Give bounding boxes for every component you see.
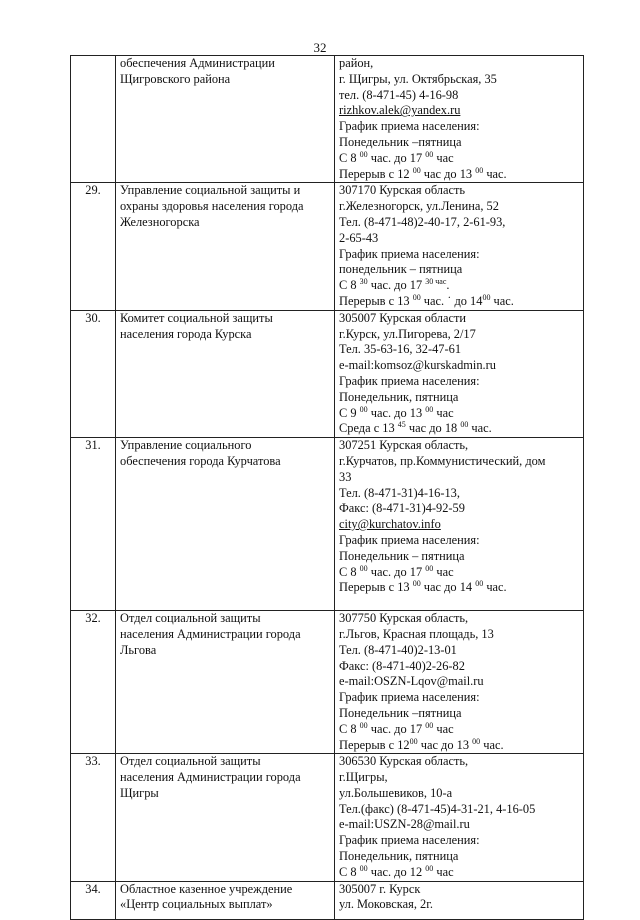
contact-line: 305007 Курская области xyxy=(339,310,467,325)
contact-cell xyxy=(335,438,584,611)
schedule-text: час. до 17 xyxy=(367,564,426,579)
contact-line: Понедельник, пятница xyxy=(339,389,459,404)
time-minutes: 00 xyxy=(359,404,368,414)
contact-line: ул.Большевиков, 10-а xyxy=(339,785,453,800)
contact-cell xyxy=(335,183,584,310)
organization-line: Комитет социальной защиты xyxy=(120,310,273,325)
schedule-line xyxy=(339,151,579,167)
organization-line: «Центр социальных выплат» xyxy=(120,897,273,912)
contact-line: Понедельник –пятница xyxy=(339,705,462,720)
time-minutes: 00 xyxy=(460,420,469,430)
contact-line: 33 xyxy=(339,469,352,484)
schedule-line xyxy=(339,421,579,437)
organization-line: Щигры xyxy=(120,785,159,800)
contact-line: г. Щигры, ул. Октябрьская, 35 xyxy=(339,71,497,86)
organization-line: Отдел социальной защиты xyxy=(120,754,261,769)
contact-line: 307170 Курская область xyxy=(339,183,466,198)
time-minutes: 00 xyxy=(359,563,368,573)
schedule-text: час. до 17 xyxy=(367,278,426,293)
contact-line: Факс: (8-471-40)2-26-82 xyxy=(339,658,465,673)
time-minutes: 00 xyxy=(425,149,434,159)
time-minutes: 00 xyxy=(412,579,421,589)
contact-line: e-mail:USZN-28@mail.ru xyxy=(339,817,470,832)
time-minutes: 30 xyxy=(359,277,368,287)
organization-line: Управление социальной защиты и xyxy=(120,183,301,198)
contact-cell xyxy=(335,611,584,754)
schedule-text: Перерыв с 12 xyxy=(339,166,413,181)
table-row xyxy=(71,881,584,919)
contact-line: График приема населения: xyxy=(339,373,480,388)
row-number: 33. xyxy=(71,754,116,881)
schedule-line xyxy=(339,167,579,183)
contact-line: Тел. (8-471-48)2-40-17, 2-61-93, xyxy=(339,214,506,229)
organization-cell xyxy=(116,56,335,183)
schedule-text: час xyxy=(433,564,454,579)
schedule-text: С 8 xyxy=(339,150,360,165)
contact-line: г.Щигры, xyxy=(339,770,388,785)
organization-cell xyxy=(116,310,335,437)
time-minutes: 00 xyxy=(425,404,434,414)
row-number: 30. xyxy=(71,310,116,437)
organization-cell xyxy=(116,438,335,611)
schedule-line xyxy=(339,406,579,422)
contact-cell xyxy=(335,881,584,919)
contact-line: тел. (8-471-45) 4-16-98 xyxy=(339,87,459,102)
schedule-text: С 8 xyxy=(339,278,360,293)
contact-line: 307251 Курская область, xyxy=(339,438,469,453)
email-link[interactable]: rizhkov.alek@yandex.ru xyxy=(339,103,461,118)
contact-line: г.Железногорск, ул.Ленина, 52 xyxy=(339,199,499,214)
contact-line: Тел. 35-63-16, 32-47-61 xyxy=(339,342,462,357)
organization-line: Щигровского района xyxy=(120,71,231,86)
table-row xyxy=(71,438,584,611)
contact-line: Факс: (8-471-31)4-92-59 xyxy=(339,501,465,516)
organization-line: охраны здоровья населения города xyxy=(120,199,304,214)
schedule-text: час. до 13 xyxy=(367,405,426,420)
schedule-line xyxy=(339,294,579,310)
schedule-text: час. xyxy=(480,737,504,752)
time-minutes: 00 xyxy=(475,165,484,175)
schedule-text: час до 18 xyxy=(405,421,461,436)
schedule-line xyxy=(339,580,579,596)
table-row xyxy=(71,56,584,183)
table-row xyxy=(71,310,584,437)
contact-line: График приема населения: xyxy=(339,532,480,547)
contact-line: г.Курчатов, пр.Коммунистический, дом xyxy=(339,453,546,468)
row-number: 34. xyxy=(71,881,116,919)
organization-cell xyxy=(116,611,335,754)
time-minutes: 00 xyxy=(482,292,491,302)
schedule-line xyxy=(339,565,579,581)
row-number: 29. xyxy=(71,183,116,310)
schedule-text: час до 13 xyxy=(420,166,476,181)
schedule-text: Перерыв с 13 xyxy=(339,293,413,308)
table-row xyxy=(71,611,584,754)
schedule-text: час. xyxy=(483,580,507,595)
contact-line: Понедельник, пятница xyxy=(339,849,459,864)
time-minutes: 00 xyxy=(425,863,434,873)
schedule-line xyxy=(339,722,579,738)
organization-line: обеспечения Администрации xyxy=(120,56,275,70)
contact-line: 2-65-43 xyxy=(339,230,379,245)
organization-line: населения города Курска xyxy=(120,326,252,341)
contact-line: e-mail:OSZN-Lqov@mail.ru xyxy=(339,674,484,689)
schedule-text: час. xyxy=(468,421,492,436)
schedule-text: С 8 xyxy=(339,721,360,736)
time-minutes: 00 xyxy=(412,292,421,302)
time-minutes: 00 xyxy=(475,579,484,589)
schedule-text: час xyxy=(433,150,454,165)
organization-line: Областное казенное учреждение xyxy=(120,881,293,896)
schedule-text: час. xyxy=(483,166,507,181)
schedule-text: Перерыв с 13 xyxy=(339,580,413,595)
contact-line: Понедельник – пятница xyxy=(339,548,465,563)
schedule-text: час. до 12 xyxy=(367,864,426,879)
time-minutes: 00 xyxy=(472,736,481,746)
contact-line: График приема населения: xyxy=(339,690,480,705)
row-number: 32. xyxy=(71,611,116,754)
contact-line: Понедельник –пятница xyxy=(339,134,462,149)
schedule-text: . xyxy=(446,278,450,293)
schedule-text: час xyxy=(433,864,454,879)
contact-cell xyxy=(335,754,584,881)
contact-line: Тел.(факс) (8-471-45)4-31-21, 4-16-05 xyxy=(339,801,536,816)
contact-cell xyxy=(335,56,584,183)
contact-line: e-mail:komsoz@kurskadmin.ru xyxy=(339,358,496,373)
contact-line: район, xyxy=(339,56,374,70)
time-minutes: 45 xyxy=(397,420,406,430)
row-number: 31. xyxy=(71,438,116,611)
contact-line: ул. Моковская, 2г. xyxy=(339,897,433,912)
contact-line: График приема населения: xyxy=(339,246,480,261)
schedule-text: Среда с 13 xyxy=(339,421,398,436)
time-minutes: 00 xyxy=(359,720,368,730)
organization-cell xyxy=(116,754,335,881)
organization-line: населения Администрации города xyxy=(120,626,301,641)
schedule-line xyxy=(339,278,579,294)
schedule-text: час до 14 xyxy=(420,580,476,595)
time-minutes: 00 xyxy=(359,863,368,873)
contact-line: 305007 г. Курск xyxy=(339,881,421,896)
schedule-text: час xyxy=(433,405,454,420)
time-minutes: 00 xyxy=(425,563,434,573)
table-row xyxy=(71,183,584,310)
organization-cell xyxy=(116,881,335,919)
schedule-text: С 8 xyxy=(339,564,360,579)
organization-line: Отдел социальной защиты xyxy=(120,611,261,626)
schedule-text: час xyxy=(433,721,454,736)
schedule-text: С 9 xyxy=(339,405,360,420)
organization-line: Железногорска xyxy=(120,214,200,229)
schedule-line xyxy=(339,865,579,881)
contact-line: 307750 Курская область, xyxy=(339,611,469,626)
row-number xyxy=(71,56,116,183)
schedule-text: час. до 17 xyxy=(367,721,426,736)
organization-line: Льгова xyxy=(120,642,157,657)
contact-line: 306530 Курская область, xyxy=(339,754,469,769)
institutions-table xyxy=(70,55,584,920)
schedule-text: час. ˙ до 14 xyxy=(420,293,483,308)
table-row xyxy=(71,754,584,881)
contact-line: г.Льгов, Красная площадь, 13 xyxy=(339,626,494,641)
schedule-text: С 8 xyxy=(339,864,360,879)
time-minutes: 00 xyxy=(412,165,421,175)
contact-line: г.Курск, ул.Пигорева, 2/17 xyxy=(339,326,476,341)
organization-line: Управление социального xyxy=(120,438,252,453)
organization-cell xyxy=(116,183,335,310)
organization-line: населения Администрации города xyxy=(120,770,301,785)
schedule-text: Перерыв с 12 xyxy=(339,737,410,752)
time-minutes: 00 xyxy=(425,720,434,730)
contact-line: понедельник – пятница xyxy=(339,262,463,277)
contact-line: График приема населения: xyxy=(339,833,480,848)
schedule-text: час до 13 xyxy=(417,737,473,752)
email-link[interactable]: city@kurchatov.info xyxy=(339,517,441,532)
time-minutes: 30 час xyxy=(425,277,447,287)
schedule-text: час. до 17 xyxy=(367,150,426,165)
time-minutes: 00 xyxy=(409,736,418,746)
schedule-line xyxy=(339,738,579,754)
organization-line: обеспечения города Курчатова xyxy=(120,453,281,468)
contact-line: Тел. (8-471-31)4-16-13, xyxy=(339,485,460,500)
contact-line: График приема населения: xyxy=(339,119,480,134)
page-number: 32 xyxy=(313,40,327,55)
contact-cell xyxy=(335,310,584,437)
time-minutes: 00 xyxy=(359,149,368,159)
schedule-text: час. xyxy=(490,293,514,308)
contact-line: Тел. (8-471-40)2-13-01 xyxy=(339,642,457,657)
